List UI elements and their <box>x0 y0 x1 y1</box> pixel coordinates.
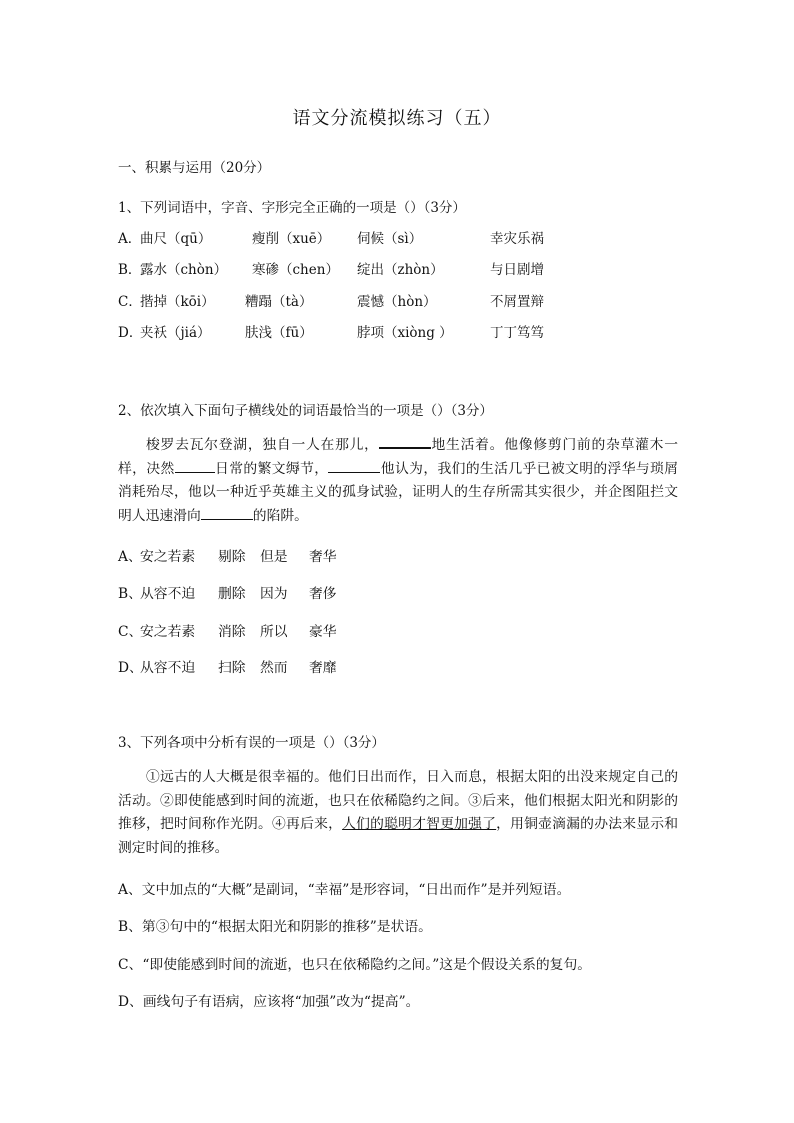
question-3-option-c: C、“即使能感到时间的流逝，也只在依稀隐约之间。”这是个假设关系的复句。 <box>118 957 592 973</box>
option-word: 奢靡 <box>309 660 337 676</box>
option-word: 安之若素 <box>140 549 196 565</box>
question-1-stem: 1、下列词语中，字音、字形完全正确的一项是（）（3分） <box>118 200 466 216</box>
section-heading: 一、积累与运用（20分） <box>118 160 271 176</box>
option-word: 所以 <box>260 624 288 640</box>
question-2-stem: 2、依次填入下面句子横线处的词语最恰当的一项是（）（3分） <box>118 403 493 419</box>
fill-blank <box>328 458 380 473</box>
option-word: 但是 <box>260 549 288 565</box>
fill-blank <box>175 458 215 473</box>
passage-text: 的陷阱。 <box>252 507 308 524</box>
option-word: 从容不迫 <box>140 586 196 602</box>
passage-text: ，用铜壶滴漏的办法来显示和测定时间的推移。 <box>118 816 679 856</box>
option-word: 瘦削（xuē） <box>252 231 331 247</box>
option-word: 脖项（xiòng ） <box>357 325 453 341</box>
option-label: B、 <box>118 586 142 602</box>
question-2-passage <box>118 433 678 528</box>
option-word: 豪华 <box>309 624 337 640</box>
passage-text: 日常的繁文缛节， <box>214 460 329 477</box>
question-3-stem: 3、下列各项中分析有误的一项是（）（3分） <box>118 735 385 751</box>
option-word: 肤浅（fū） <box>245 325 313 341</box>
option-label: C、 <box>118 624 143 640</box>
fill-blank <box>201 505 253 520</box>
option-word: 然而 <box>260 660 288 676</box>
underlined-sentence: 人们的聪明才智更加强了 <box>342 816 497 832</box>
option-word: 丁丁笃笃 <box>490 325 544 341</box>
option-word: 寒碜（chen） <box>252 262 339 278</box>
option-word: 奢华 <box>309 549 337 565</box>
option-word: 消除 <box>218 624 246 640</box>
page-title: 语文分流模拟练习（五） <box>292 108 502 129</box>
option-word: 安之若素 <box>140 624 196 640</box>
option-label: B． <box>118 262 142 278</box>
option-word: 奢侈 <box>309 586 337 602</box>
option-label: C． <box>118 294 142 310</box>
option-word: 扫除 <box>218 660 246 676</box>
option-word: 幸灾乐祸 <box>490 231 544 247</box>
option-word: 不屑置辩 <box>490 294 544 310</box>
passage-text: 他认为，我们的生活几乎已被文明的浮华与琐屑消耗殆尽，他以一种近乎英雄主义的孤身试验，证明人的生存所需其实很少，并企图阻拦文明人迅速滑向 <box>118 460 679 524</box>
option-word: 夹袄（jiá） <box>140 325 211 341</box>
option-label: A． <box>118 231 142 247</box>
option-label: D． <box>118 325 143 341</box>
option-word: 因为 <box>260 586 288 602</box>
passage-text: 梭罗去瓦尔登湖，独自一人在那儿， <box>146 437 379 453</box>
option-word: 绽出（zhòn） <box>357 262 444 278</box>
option-word: 与日剧增 <box>490 262 544 278</box>
passage-text: 地生活着。他像修剪门前的杂草灌木一样，决然 <box>118 437 679 477</box>
passage-text: ①远古的人大概是很幸福的。他们日出而作，日入而息，根据太阳的出没来规定自己的活动。②即使能感到时间的流逝，也只在依稀隐约之间。③后来，他们根据太阳光和阴影的推移，把时间称作光阴。④再后来， <box>118 769 678 832</box>
option-word: 从容不迫 <box>140 660 196 676</box>
option-word: 糟蹋（tà） <box>245 294 313 310</box>
fill-blank <box>379 433 431 449</box>
option-word: 曲尺（qū） <box>140 231 212 247</box>
option-word: 删除 <box>218 586 246 602</box>
option-label: D、 <box>118 660 143 676</box>
option-word: 揩掉（kōi） <box>140 294 215 310</box>
option-label: A、 <box>118 549 142 565</box>
option-word: 露水（chòn） <box>140 262 228 278</box>
question-3-option-a: A、文中加点的“大概”是副词，“幸福”是形容词，“日出而作”是并列短语。 <box>118 882 571 898</box>
question-3-option-b: B、第③句中的“根据太阳光和阴影的推移”是状语。 <box>118 919 432 935</box>
question-3-option-d: D、画线句子有语病，应该将“加强”改为“提高”。 <box>118 994 420 1010</box>
option-word: 剔除 <box>218 549 246 565</box>
option-word: 震憾（hòn） <box>357 294 437 310</box>
question-3-passage <box>118 766 678 860</box>
option-word: 伺候（sì） <box>357 231 423 247</box>
